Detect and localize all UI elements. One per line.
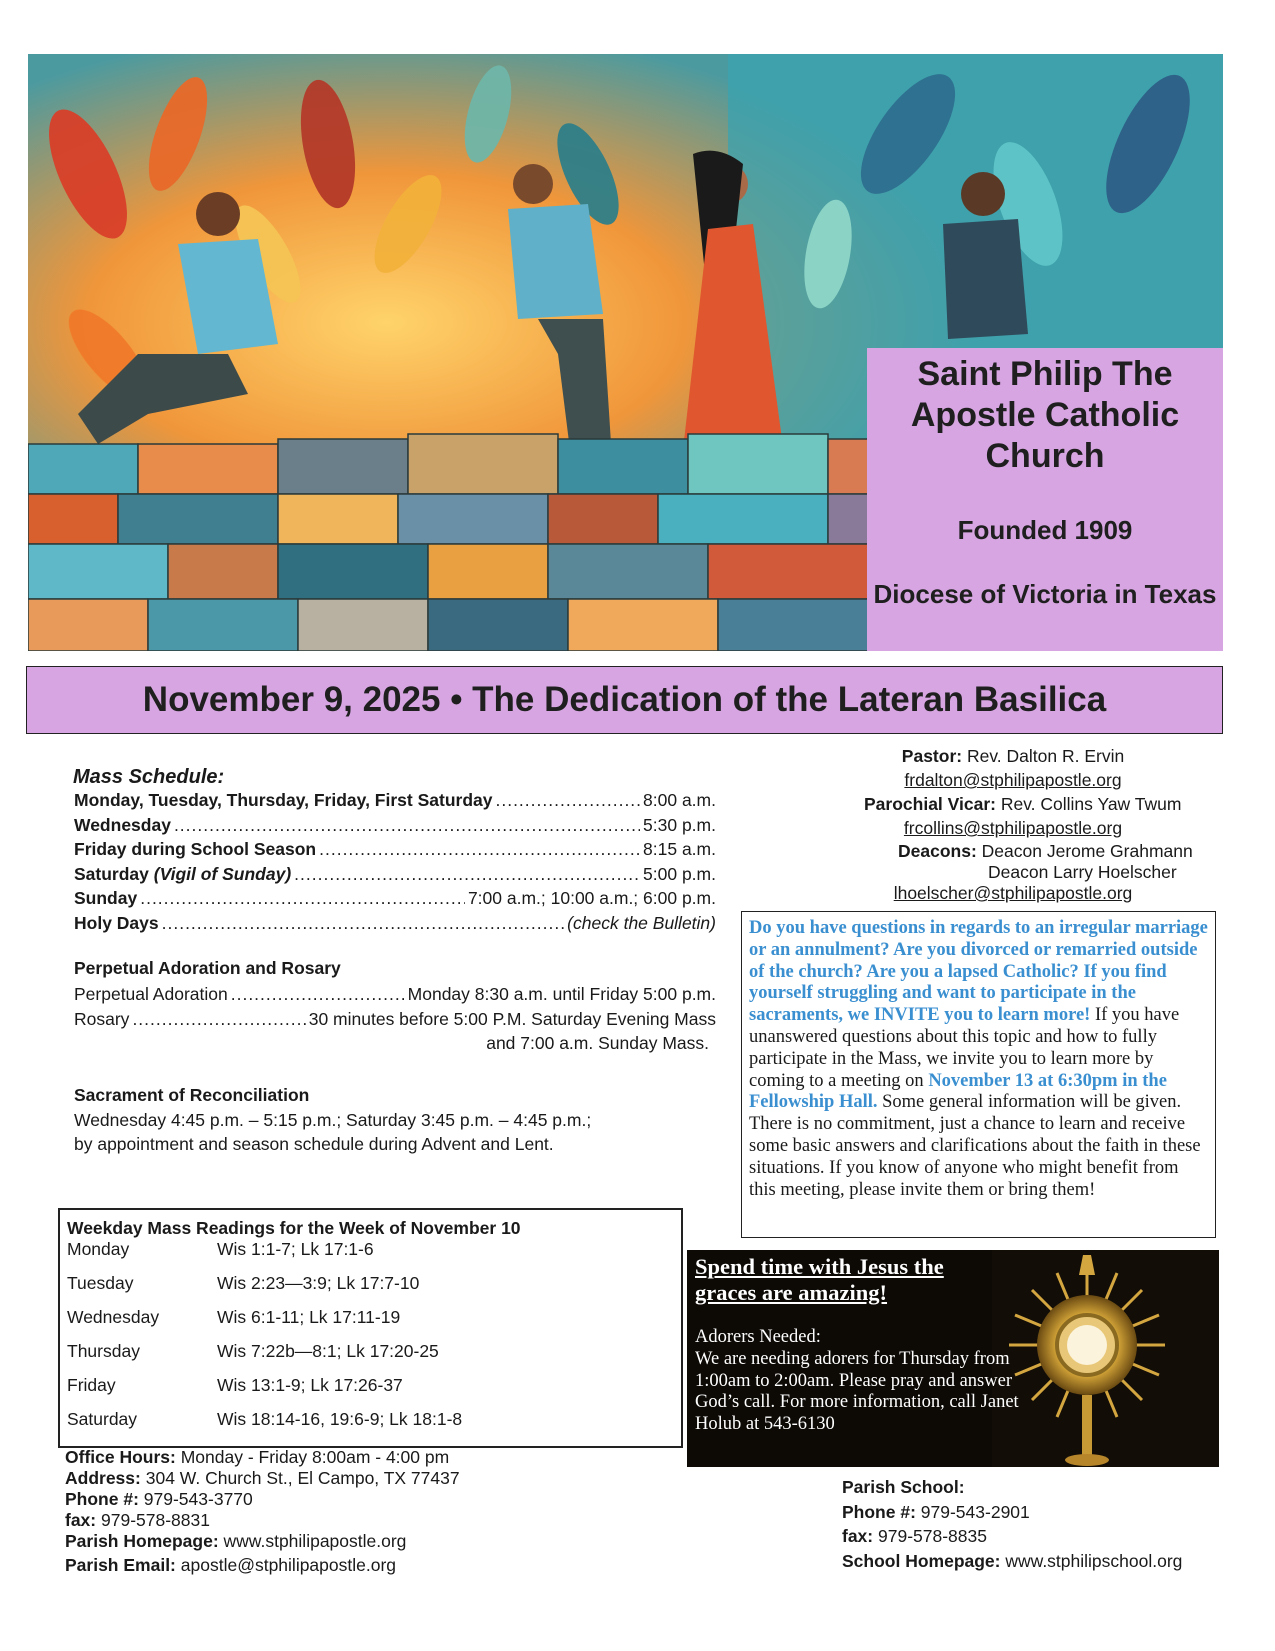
school-title <box>842 1475 1182 1500</box>
schedule-time: 7:00 a.m.; 10:00 a.m.; 6:00 p.m. <box>467 888 716 908</box>
school-fax-label: fax: <box>842 1526 874 1546</box>
table-row <box>67 1273 462 1307</box>
adorers-subhead: Adorers Needed: <box>695 1327 821 1347</box>
deacon-name: Deacon Larry Hoelscher <box>988 862 1177 882</box>
email-label: Parish Email: <box>65 1555 176 1575</box>
vicar-line <box>843 792 1223 816</box>
annulment-text-2: Some general information will be given. There is no commitment, just a chance to learn and receive some basic answers and clarifications about the faith in these situations. If you know of anyone who might benefit from this meeting, please invite them or bring them! <box>749 1092 1201 1200</box>
adoration-title: Perpetual Adoration and Rosary <box>74 958 341 978</box>
school-homepage-label: School Homepage: <box>842 1550 1001 1571</box>
deacons-label: Deacons: <box>898 841 977 861</box>
leader-dots <box>495 790 640 811</box>
homepage-label: Parish Homepage: <box>65 1531 219 1551</box>
clergy-info <box>843 744 1223 904</box>
schedule-label: Holy Days <box>74 912 159 933</box>
table-row <box>67 1409 462 1443</box>
reading-day: Wednesday <box>67 1307 160 1327</box>
date-banner: November 9, 2025 • The Dedication of the Lateran Basilica <box>26 666 1223 734</box>
parish-homepage <box>65 1531 460 1552</box>
founded-year: Founded 1909 <box>957 515 1133 545</box>
meeting-date: November 13 at 6:30pm in the Fellowship Hall. <box>749 1070 1167 1113</box>
deacon-email-link[interactable]: lhoelscher@stphilipapostle.org <box>893 883 1133 903</box>
office-fax <box>65 1510 460 1531</box>
phone-label: Phone #: <box>65 1489 139 1509</box>
leader-dots <box>294 864 640 885</box>
school-title-text: Parish School: <box>842 1477 965 1497</box>
diocese-name: Diocese of Victoria in Texas <box>873 579 1217 609</box>
deacon-name: Deacon Jerome Grahmann <box>981 841 1193 861</box>
pastor-line <box>843 744 1223 768</box>
reading-day: Thursday <box>67 1341 140 1361</box>
leader-dots <box>231 984 405 1005</box>
office-phone <box>65 1489 460 1510</box>
reconciliation-section <box>74 1083 716 1157</box>
reading-text: Wis 13:1-9; Lk 17:26-37 <box>217 1375 403 1395</box>
address-label: Address: <box>65 1468 141 1488</box>
schedule-label: Sunday <box>74 888 138 908</box>
parish-school-info <box>842 1475 1182 1573</box>
deacon-email-line <box>843 882 1223 904</box>
headline-line-1: Spend time with Jesus the <box>695 1254 944 1279</box>
email-link[interactable]: apostle@stphilipapostle.org <box>180 1555 397 1575</box>
schedule-time: 5:30 p.m. <box>643 814 716 835</box>
reading-text: Wis 6:1-11; Lk 17:11-19 <box>217 1307 401 1327</box>
pastor-name: Rev. Dalton R. Ervin <box>966 746 1125 766</box>
adoration-row <box>74 984 716 1009</box>
pastor-email-line <box>843 768 1223 792</box>
schedule-row <box>74 839 716 864</box>
adoration-rosary-section <box>74 958 716 1057</box>
office-address <box>65 1468 460 1489</box>
vicar-email-line <box>843 816 1223 840</box>
church-name: Saint Philip The Apostle Catholic Church <box>910 355 1180 475</box>
schedule-time: (check the Bulletin) <box>567 912 716 933</box>
pastor-email-link[interactable]: frdalton@stphilipapostle.org <box>904 770 1122 790</box>
schedule-label: Monday, Tuesday, Thursday, Friday, First Saturday <box>74 790 493 810</box>
reading-day: Saturday <box>67 1409 138 1429</box>
schedule-label: Friday during School Season <box>74 839 317 859</box>
adorers-text: We are needing adorers for Thursday from 1:00am to 2:00am. Please pray and answer God’s call. For more information, call Janet Holub at 543-6130 <box>695 1348 1019 1435</box>
rosary-time: 30 minutes before 5:00 P.M. Saturday Evening Mass <box>308 1008 716 1029</box>
schedule-time: 8:15 a.m. <box>643 839 716 859</box>
fax-label: fax: <box>65 1510 97 1530</box>
schedule-label: Wednesday <box>74 814 171 835</box>
schedule-row <box>74 888 716 913</box>
table-row <box>67 1341 462 1375</box>
adorers-headline <box>695 1254 944 1306</box>
reconciliation-note: by appointment and season schedule during Advent and Lent. <box>74 1134 554 1154</box>
mass-schedule-title: Mass Schedule: <box>73 766 225 788</box>
vicar-label: Parochial Vicar: <box>864 794 996 814</box>
school-phone-label: Phone #: <box>842 1501 916 1522</box>
vicar-name: Rev. Collins Yaw Twum <box>1000 794 1182 814</box>
reconciliation-title: Sacrament of Reconciliation <box>74 1085 310 1105</box>
annulment-info-box <box>741 911 1216 1238</box>
school-phone-value: 979-543-2901 <box>920 1501 1030 1522</box>
table-row <box>67 1307 462 1341</box>
leader-dots <box>140 888 465 909</box>
headline-line-2: graces are amazing! <box>695 1280 888 1305</box>
office-hours-label: Office Hours: <box>65 1447 176 1467</box>
school-fax-value: 979-578-8835 <box>878 1526 987 1546</box>
reading-text: Wis 7:22b—8:1; Lk 17:20-25 <box>217 1341 439 1361</box>
mass-schedule <box>74 766 716 937</box>
table-row <box>67 1239 462 1273</box>
school-phone <box>842 1500 1182 1525</box>
school-homepage-link[interactable]: www.stphilipschool.org <box>1005 1550 1183 1571</box>
reading-day: Friday <box>67 1375 116 1395</box>
leader-dots <box>162 913 565 934</box>
reading-day: Tuesday <box>67 1273 134 1293</box>
table-row <box>67 1375 462 1409</box>
rosary-row <box>74 1009 716 1034</box>
schedule-label-text: Saturday <box>74 863 149 884</box>
school-homepage <box>842 1549 1182 1574</box>
annulment-intro: Do you have questions in regards to an irregular marriage or an annulment? Are you divorced or remarried outside of the church? Are you a lapsed Catholic? If you find yourself struggling and want to participate in the sacraments, we INVITE you to learn more! <box>749 918 1208 1026</box>
schedule-row <box>74 790 716 815</box>
leader-dots <box>174 815 640 836</box>
adorers-body <box>695 1327 1040 1436</box>
schedule-time: 5:00 p.m. <box>643 863 716 884</box>
adoration-label: Perpetual Adoration <box>74 984 228 1004</box>
reading-text: Wis 2:23—3:9; Lk 17:7-10 <box>217 1273 420 1293</box>
deacon-line <box>843 862 1223 882</box>
weekday-readings-box <box>58 1208 683 1448</box>
vicar-email-link[interactable]: frcollins@stphilipapostle.org <box>903 818 1123 838</box>
deacons-line <box>843 840 1223 862</box>
schedule-label-note: (Vigil of Sunday) <box>153 863 292 884</box>
reading-day: Monday <box>67 1239 130 1259</box>
readings-title: Weekday Mass Readings for the Week of November 10 <box>67 1218 521 1238</box>
schedule-label <box>74 864 291 885</box>
rosary-label: Rosary <box>74 1008 130 1029</box>
adorers-needed-box <box>687 1250 1219 1467</box>
office-info <box>65 1447 460 1576</box>
office-hours <box>65 1447 460 1468</box>
adoration-time: Monday 8:30 a.m. until Friday 5:00 p.m. <box>407 984 716 1004</box>
address-value: 304 W. Church St., El Campo, TX 77437 <box>145 1468 460 1488</box>
fax-value: 979-578-8831 <box>101 1510 210 1530</box>
church-title-box <box>867 348 1223 651</box>
leader-dots <box>319 839 640 860</box>
readings-table <box>67 1239 462 1443</box>
schedule-time: 8:00 a.m. <box>643 790 716 810</box>
schedule-row <box>74 864 716 889</box>
annulment-text: If you have unanswered questions about this topic and how to fully participate in the Mass, we invite you to learn more by coming to a meeting on <box>749 1005 1180 1091</box>
homepage-link[interactable]: www.stphilipapostle.org <box>223 1531 407 1551</box>
school-fax <box>842 1524 1182 1549</box>
reading-text: Wis 18:14-16, 19:6-9; Lk 18:1-8 <box>217 1409 463 1429</box>
schedule-row <box>74 913 716 938</box>
schedule-row <box>74 815 716 840</box>
phone-value: 979-543-3770 <box>143 1489 253 1509</box>
office-hours-value: Monday - Friday 8:00am - 4:00 pm <box>180 1447 450 1467</box>
reconciliation-times: Wednesday 4:45 p.m. – 5:15 p.m.; Saturday 3:45 p.m. – 4:45 p.m.; <box>74 1109 592 1130</box>
rosary-continuation: and 7:00 a.m. Sunday Mass. <box>486 1033 709 1053</box>
pastor-label: Pastor: <box>901 746 963 766</box>
reading-text: Wis 1:1-7; Lk 17:1-6 <box>217 1239 374 1259</box>
leader-dots <box>132 1009 305 1030</box>
parish-email <box>65 1555 460 1576</box>
